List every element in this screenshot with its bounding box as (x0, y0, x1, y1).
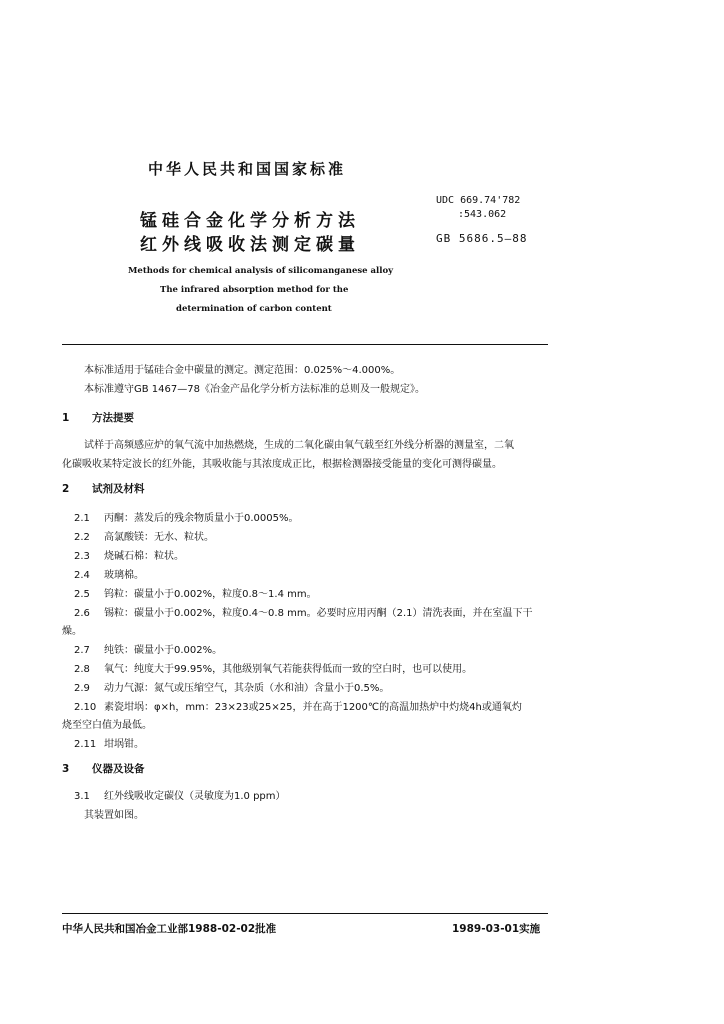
item-text: 动力气源：氮气或压缩空气，其杂质（水和油）含量小于0.5%。 (104, 683, 390, 694)
list-item-continuation: 其装置如图。 (84, 810, 144, 821)
english-title-line1: Methods for chemical analysis of silicomanganese alloy (128, 266, 394, 276)
item-number: 3.1 (74, 791, 90, 802)
english-title-line2: The infrared absorption method for the (160, 285, 349, 295)
item-text: 红外线吸收定碳仪（灵敏度为1.0 ppm） (104, 791, 286, 802)
chinese-title-line1: 锰硅合金化学分析方法 (140, 211, 360, 231)
item-number: 2.3 (74, 551, 90, 562)
intro-compliance: 本标准遵守GB 1467—78《冶金产品化学分析方法标准的总则及一般规定》。 (84, 384, 425, 395)
list-item (74, 604, 533, 619)
section-title: 试剂及材料 (92, 483, 145, 495)
item-text: 纯铁：碳量小于0.002%。 (104, 645, 223, 656)
section-title: 方法提要 (92, 412, 134, 424)
list-item (74, 585, 317, 600)
item-text: 素瓷坩埚：φ×h，mm：23×23或25×25，并在高于1200℃的高温加热炉中灼烧4h或通氧灼 (104, 702, 522, 713)
item-text: 坩埚钳。 (104, 739, 144, 750)
issued-by: 中华人民共和国冶金工业部1988-02-02批准 (62, 923, 277, 935)
effective-date: 1989-03-01实施 (452, 923, 541, 935)
gb-number: GB 5686.5—88 (436, 232, 528, 245)
list-item-continuation: 烧至空白值为最低。 (62, 720, 152, 731)
section-1-para-line2: 化碳吸收某特定波长的红外能，其吸收能与其浓度成正比，根据检测器接受能量的变化可测得碳量。 (62, 459, 502, 470)
udc-code-line1: UDC 669.74'782 (436, 195, 521, 206)
item-number: 2.1 (74, 513, 90, 524)
section-1-heading (62, 410, 134, 425)
list-item (74, 787, 286, 802)
chinese-title-line2: 红外线吸收法测定碳量 (140, 235, 360, 255)
item-number: 2.2 (74, 532, 90, 543)
item-text: 氧气：纯度大于99.95%，其他级别氧气若能获得低而一致的空白时，也可以使用。 (104, 664, 473, 675)
section-title: 仪器及设备 (92, 763, 145, 775)
bottom-rule (62, 913, 548, 914)
top-rule (62, 344, 548, 345)
standard-type: 中华人民共和国国家标准 (148, 160, 347, 178)
item-number: 2.10 (74, 702, 97, 713)
item-text: 高氯酸镁：无水、粒状。 (104, 532, 214, 543)
list-item (74, 566, 144, 581)
item-number: 2.9 (74, 683, 90, 694)
item-number: 2.4 (74, 570, 90, 581)
section-3-heading (62, 761, 145, 776)
english-title-line3: determination of carbon content (176, 304, 332, 314)
item-number: 2.6 (74, 608, 90, 619)
list-item (74, 509, 299, 524)
item-text: 锡粒：碳量小于0.002%，粒度0.4～0.8 mm。必要时应用丙酮（2.1）清洗表面，并在室温下干 (104, 608, 533, 619)
item-text: 钨粒：碳量小于0.002%，粒度0.8～1.4 mm。 (104, 589, 317, 600)
section-number: 2 (62, 483, 70, 495)
section-2-heading (62, 481, 145, 496)
item-text: 丙酮：蒸发后的残余物质量小于0.0005%。 (104, 513, 299, 524)
list-item-continuation: 燥。 (62, 626, 82, 637)
item-text: 玻璃棉。 (104, 570, 144, 581)
item-number: 2.11 (74, 739, 97, 750)
udc-code-line2: :543.062 (458, 209, 507, 220)
list-item (74, 698, 522, 713)
section-1-para-line1: 试样于高频感应炉的氧气流中加热燃烧，生成的二氧化碳由氧气载至红外线分析器的测量室，二氧 (84, 440, 514, 451)
item-number: 2.5 (74, 589, 90, 600)
item-text: 烧碱石棉：粒状。 (104, 551, 184, 562)
list-item (74, 641, 222, 656)
list-item (74, 660, 472, 675)
section-number: 3 (62, 763, 70, 775)
item-number: 2.7 (74, 645, 90, 656)
item-number: 2.8 (74, 664, 90, 675)
list-item (74, 735, 144, 750)
list-item (74, 679, 389, 694)
list-item (74, 528, 214, 543)
list-item (74, 547, 184, 562)
intro-scope: 本标准适用于锰硅合金中碳量的测定。测定范围：0.025%～4.000%。 (84, 365, 401, 376)
section-number: 1 (62, 412, 70, 424)
